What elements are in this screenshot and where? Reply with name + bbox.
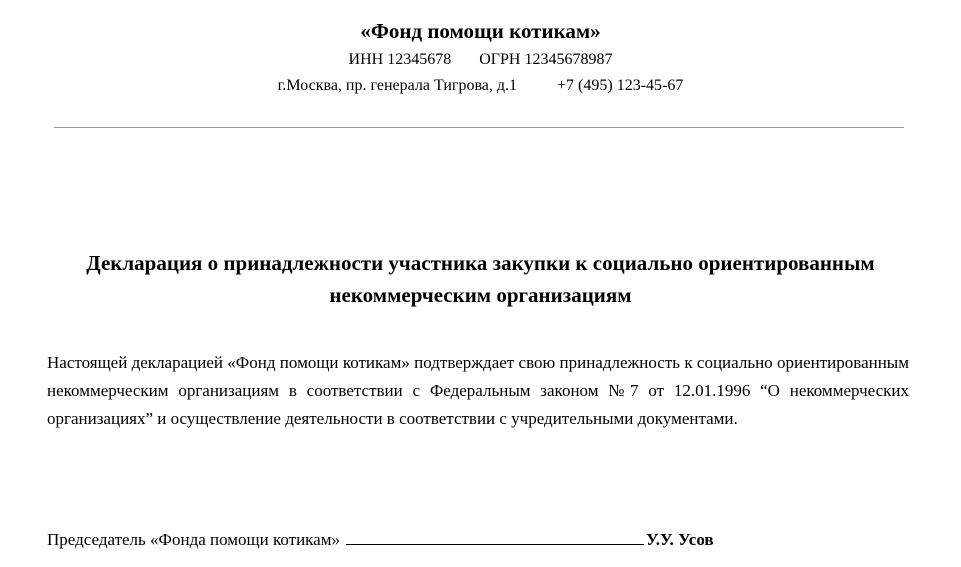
address: г.Москва, пр. генерала Тигрова, д.1 xyxy=(277,77,518,94)
ogrn-number: ОГРН 12345678987 xyxy=(479,51,613,68)
document-title: Декларация о принадлежности участника закупки к социально ориентированным некоммерческим организациям xyxy=(86,251,875,307)
letterhead xyxy=(0,18,961,96)
document-body: Настоящей декларацией «Фонд помощи котикам» подтверждает свою принадлежность к социально ориентированным некоммерческим организациям в соответствии с Федеральным законом №7 от 12.01.1996 “О некоммерческих организациях” и осуществление деятельности в соответствии с учредительными документами. xyxy=(47,353,909,428)
organization-name: «Фонд помощи котикам» xyxy=(360,19,601,43)
phone-number: +7 (495) 123-45-67 xyxy=(557,77,684,94)
registration-line xyxy=(0,50,961,70)
signature-block xyxy=(47,528,909,552)
signer-position: Председатель «Фонда помощи котикам» xyxy=(47,530,340,549)
contact-line xyxy=(0,76,961,96)
signer-name: У.У. Усов xyxy=(645,530,714,549)
signature-line xyxy=(346,529,644,545)
inn-number: ИНН 12345678 xyxy=(348,51,452,68)
letterhead-divider xyxy=(54,127,904,128)
